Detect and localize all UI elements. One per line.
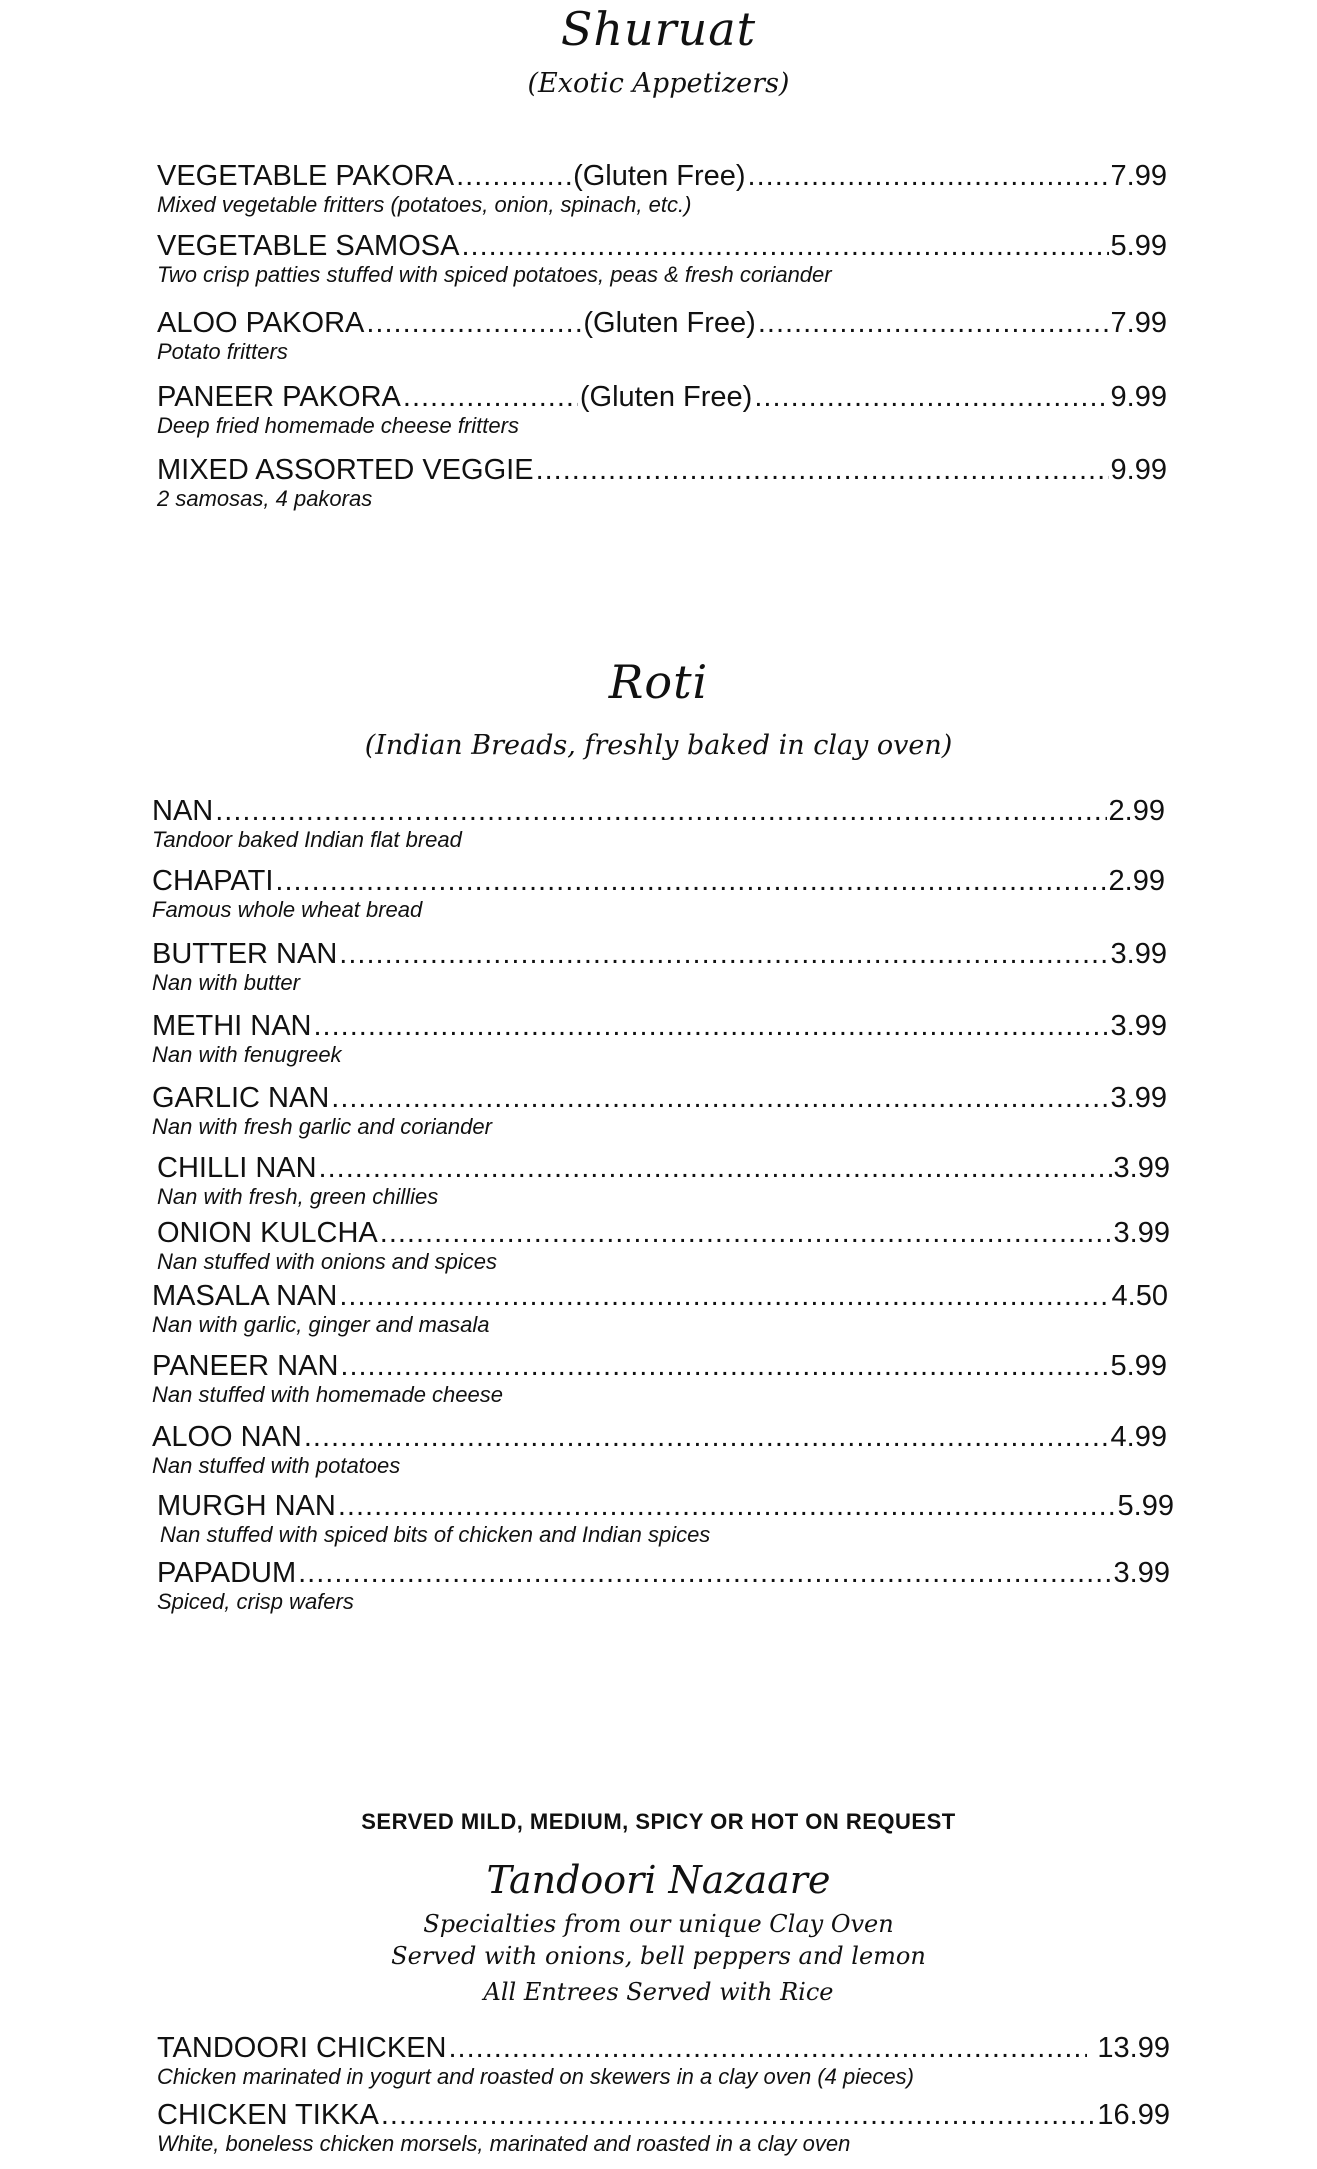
leader-dots [748,160,1109,192]
item-price: 5.99 [1117,1490,1174,1522]
leader-dots [366,307,581,339]
item-description: Nan stuffed with onions and spices [157,1249,497,1274]
item-price: 2.99 [1108,865,1165,897]
leader-dots [461,230,1108,262]
item-description: Famous whole wheat bread [152,897,423,922]
item-price: 5.99 [1110,1350,1167,1382]
leader-dots [304,1421,1109,1453]
appetizers-subtitle: (Exotic Appetizers) [527,68,790,99]
menu-item [152,795,1165,853]
item-price: 3.99 [1113,1557,1170,1589]
item-note: (Gluten Free) [579,381,753,413]
item-price: 4.99 [1110,1421,1167,1453]
item-name: MURGH NAN [157,1490,336,1522]
menu-item [157,381,1167,439]
spice-level-notice: SERVED MILD, MEDIUM, SPICY OR HOT ON REQUEST [361,1809,956,1834]
item-name: TANDOORI CHICKEN [157,2032,447,2064]
item-name: NAN [152,795,214,827]
item-name: PAPADUM [157,1557,297,1589]
item-name: PANEER PAKORA [157,381,401,413]
menu-item [152,1350,1167,1408]
menu-item [157,230,1167,288]
leader-dots [339,938,1108,970]
item-description: Deep fried homemade cheese fritters [157,413,519,438]
item-description: Nan with garlic, ginger and masala [152,1312,490,1337]
menu-item [157,1557,1170,1615]
item-price: 2.99 [1108,795,1165,827]
item-name: MIXED ASSORTED VEGGIE [157,454,534,486]
leader-dots [298,1557,1111,1589]
item-description: Nan with butter [152,970,300,995]
item-price: 5.99 [1110,230,1167,262]
tandoori-tagline: Specialties from our unique Clay Oven [423,1910,894,1938]
leader-dots [339,1280,1109,1312]
leader-dots [314,1010,1109,1042]
menu-item [157,160,1167,218]
item-price: 3.99 [1113,1152,1170,1184]
leader-dots [319,1152,1112,1184]
tandoori-served-with: Served with onions, bell peppers and lemon [391,1942,926,1970]
item-name: CHICKEN TIKKA [157,2099,379,2131]
item-description: 2 samosas, 4 pakoras [157,486,373,511]
item-description: Spiced, crisp wafers [157,1589,354,1614]
menu-item [157,1217,1170,1275]
item-price: 3.99 [1110,938,1167,970]
item-price: 3.99 [1113,1217,1170,1249]
menu-item [152,1010,1167,1068]
item-description: Nan stuffed with potatoes [152,1453,401,1478]
item-price: 7.99 [1110,307,1167,339]
menu-item [152,1082,1167,1140]
item-name: ALOO PAKORA [157,307,365,339]
item-price: 3.99 [1110,1010,1167,1042]
item-price: 13.99 [1089,2032,1170,2064]
menu-item [157,2099,1170,2157]
item-description: White, boneless chicken morsels, marinated and roasted in a clay oven [157,2131,851,2156]
item-price: 9.99 [1110,381,1167,413]
tandoori-rice-note: All Entrees Served with Rice [483,1978,834,2006]
item-description: Nan with fenugreek [152,1042,342,1067]
item-name: BUTTER NAN [152,938,338,970]
item-price: 3.99 [1110,1082,1167,1114]
menu-item [152,865,1165,923]
leader-dots [275,865,1106,897]
leader-dots [758,307,1109,339]
leader-dots [448,2032,1087,2064]
item-description: Tandoor baked Indian flat bread [152,827,462,852]
leader-dots [456,160,571,192]
breads-title: Roti [608,655,709,709]
item-price: 7.99 [1110,160,1167,192]
leader-dots [536,454,1109,486]
item-description: Nan stuffed with spiced bits of chicken and Indian spices [160,1522,711,1547]
item-price: 9.99 [1110,454,1167,486]
item-name: VEGETABLE SAMOSA [157,230,460,262]
leader-dots [338,1490,1116,1522]
item-description: Mixed vegetable fritters (potatoes, onion, spinach, etc.) [157,192,692,217]
menu-item [157,307,1167,365]
menu-item [157,1152,1170,1210]
item-price: 4.50 [1111,1280,1168,1312]
leader-dots [754,381,1108,413]
menu-item [157,1490,1174,1548]
item-price: 16.99 [1097,2099,1170,2131]
menu-item [152,938,1167,996]
item-name: METHI NAN [152,1010,312,1042]
tandoori-title: Tandoori Nazaare [486,1858,831,1902]
item-name: GARLIC NAN [152,1082,330,1114]
item-note: (Gluten Free) [583,307,756,339]
item-description: Chicken marinated in yogurt and roasted on skewers in a clay oven (4 pieces) [157,2064,914,2089]
item-note: (Gluten Free) [573,160,746,192]
item-description: Nan with fresh, green chillies [157,1184,439,1209]
appetizers-title: Shuruat [560,2,757,56]
item-name: VEGETABLE PAKORA [157,160,455,192]
item-name: CHILLI NAN [157,1152,317,1184]
item-name: PANEER NAN [152,1350,339,1382]
breads-subtitle: (Indian Breads, freshly baked in clay oven) [364,730,953,761]
leader-dots [340,1350,1108,1382]
leader-dots [381,2099,1096,2131]
menu-item [157,454,1167,512]
menu-item [157,2032,1170,2090]
leader-dots [403,381,578,413]
item-description: Potato fritters [157,339,288,364]
menu-item [152,1280,1168,1338]
leader-dots [215,795,1106,827]
item-name: ALOO NAN [152,1421,302,1453]
item-name: CHAPATI [152,865,274,897]
leader-dots [380,1217,1112,1249]
item-name: MASALA NAN [152,1280,338,1312]
item-description: Nan with fresh garlic and coriander [152,1114,492,1139]
menu-item [152,1421,1167,1479]
item-name: ONION KULCHA [157,1217,378,1249]
leader-dots [331,1082,1108,1114]
item-description: Two crisp patties stuffed with spiced potatoes, peas & fresh coriander [157,262,832,287]
item-description: Nan stuffed with homemade cheese [152,1382,503,1407]
